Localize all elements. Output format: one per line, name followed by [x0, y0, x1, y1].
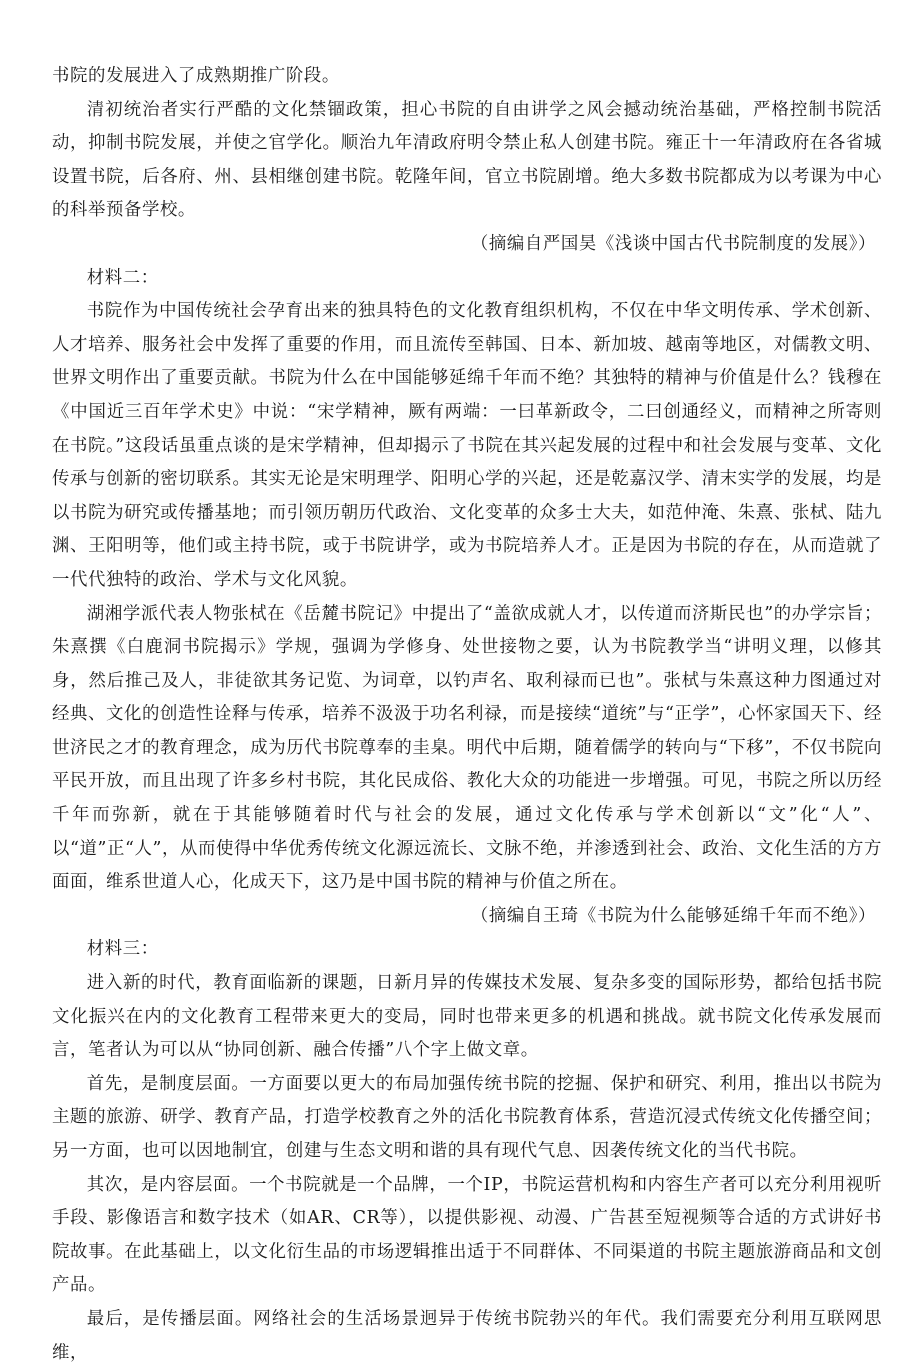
paragraph-huxiang-school: 湖湘学派代表人物张栻在《岳麓书院记》中提出了“盖欲成就人才，以传道而济斯民也”的办学宗旨；朱熹撰《白鹿洞书院揭示》学规，强调为学修身、处世接物之要，认为书院教学当“讲明义理，以修其身，然后推己及人，非徒欲其务记览、为词章，以钓声名、取利禄而已也”。张栻与朱熹这种力图通过对经典、文化的创造性诠释与传承，培养不汲汲于功名利禄，而是接续“道统”与“正学”，心怀家国天下、经世济民之才的教育理念，成为历代书院尊奉的圭臬。明代中后期，随着儒学的转向与“下移”，不仅书院向平民开放，而且出现了许多乡村书院，其化民成俗、教化大众的功能进一步增强。可见，书院之所以历经千年而弥新，就在于其能够随着时代与社会的发展，通过文化传承与学术创新以“文”化“人”、以“道”正“人”，从而使得中华优秀传统文化源远流长、文脉不绝，并渗透到社会、政治、文化生活的方方面面，维系世道人心，化成天下，这乃是中国书院的精神与价值之所在。 — [52, 603, 882, 893]
section-heading-material-2: 材料二： — [86, 267, 159, 288]
source-citation-1: （摘编自严国昊《浅谈中国古代书院制度的发展》） — [470, 233, 876, 254]
source-citation-2: （摘编自王琦《书院为什么能够延绵千年而不绝》） — [470, 905, 876, 926]
section-heading-material-3: 材料三： — [86, 939, 159, 960]
document-page — [52, 60, 882, 1370]
paragraph-institutional-level: 首先，是制度层面。一方面要以更大的布局加强传统书院的挖掘、保护和研究、利用，推出以书院为主题的旅游、研学、教育产品，打造学校教育之外的活化书院教育体系，营造沉浸式传统文化传播空间；另一方面，也可以因地制宜，创建与生态文明和谐的具有现代气息、因袭传统文化的当代书院。 — [52, 1073, 882, 1161]
paragraph-communication-level: 最后，是传播层面。网络社会的生活场景迥异于传统书院勃兴的年代。我们需要充分利用互联网思维， — [52, 1308, 882, 1363]
paragraph-qing-policy: 清初统治者实行严酷的文化禁锢政策，担心书院的自由讲学之风会撼动统治基础，严格控制书院活动，抑制书院发展，并使之官学化。顺治九年清政府明令禁止私人创建书院。雍正十一年清政府在各省城设置书院，后各府、州、县相继创建书院。乾隆年间，官立书院剧增。绝大多数书院都成为以考课为中心的科举预备学校。 — [52, 99, 882, 221]
paragraph-content-level: 其次，是内容层面。一个书院就是一个品牌，一个IP，书院运营机构和内容生产者可以充分利用视听手段、影像语言和数字技术（如AR、CR等），以提供影视、动漫、广告甚至短视频等合适的方式讲好书院故事。在此基础上，以文化衍生品的市场逻辑推出适于不同群体、不同渠道的书院主题旅游商品和文创产品。 — [52, 1174, 882, 1296]
paragraph-academy-role: 书院作为中国传统社会孕育出来的独具特色的文化教育组织机构，不仅在中华文明传承、学术创新、人才培养、服务社会中发挥了重要的作用，而且流传至韩国、日本、新加坡、越南等地区，对儒教文明、世界文明作出了重要贡献。书院为什么在中国能够延绵千年而不绝？其独特的精神与价值是什么？钱穆在《中国近三百年学术史》中说：“宋学精神，厥有两端：一曰革新政令，二曰创通经义，而精神之所寄则在书院。”这段话虽重点谈的是宋学精神，但却揭示了书院在其兴起发展的过程中和社会发展与变革、文化传承与创新的密切联系。其实无论是宋明理学、阳明心学的兴起，还是乾嘉汉学、清末实学的发展，均是以书院为研究或传播基地；而引领历朝历代政治、文化变革的众多士大夫，如范仲淹、朱熹、张栻、陆九渊、王阳明等，他们或主持书院，或于书院讲学，或为书院培养人才。正是因为书院的存在，从而造就了一代代独特的政治、学术与文化风貌。 — [52, 301, 882, 590]
paragraph-intro: 书院的发展进入了成熟期推广阶段。 — [52, 66, 340, 86]
paragraph-new-era: 进入新的时代，教育面临新的课题，日新月异的传媒技术发展、复杂多变的国际形势，都给包括书院文化振兴在内的文化教育工程带来更大的变局，同时也带来更多的机遇和挑战。就书院文化传承发展而言，笔者认为可以从“协同创新、融合传播”八个字上做文章。 — [52, 973, 882, 1061]
